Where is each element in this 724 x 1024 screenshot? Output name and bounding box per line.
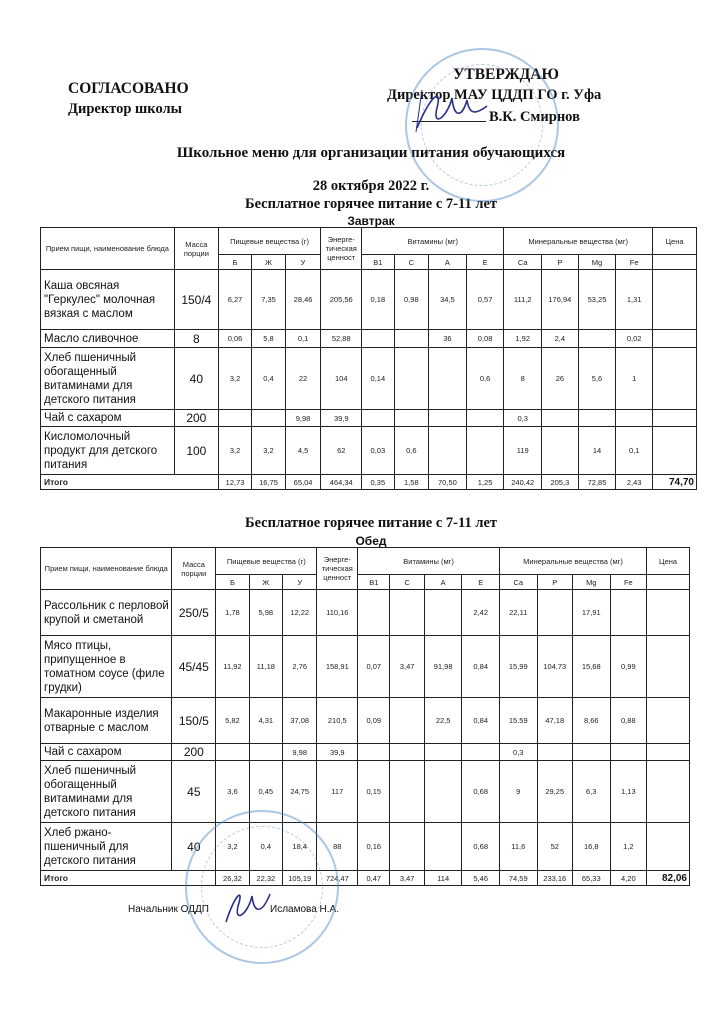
col-fe: Fe [616,255,653,270]
cell-c: 0,98 [394,270,429,330]
lunch-subtitle: Бесплатное горячее питание с 7-11 лет [244,515,498,531]
col-ca: Са [499,575,537,590]
total-ca: 240,42 [504,475,542,490]
cell-p: 26 [542,348,579,410]
col-b: Б [218,255,251,270]
cell-zh: 0,45 [249,761,282,823]
cell-zh: 7,35 [252,270,285,330]
cell-price [652,427,696,475]
cell-energy: 210,5 [317,698,358,744]
total-e: 1,25 [466,475,504,490]
cell-c [394,330,429,348]
cell-e: 0,68 [462,761,500,823]
cell-p: 52 [537,823,572,871]
cell-zh [249,744,282,761]
col-energy: Энерге-тическая ценност [321,228,362,270]
cell-price [647,636,690,698]
col-u: У [285,255,321,270]
dish-name: Макаронные изделия отварные с маслом [41,698,172,744]
breakfast-table [40,227,697,490]
cell-p: 2,4 [542,330,579,348]
cell-c [390,744,424,761]
col-b1: В1 [358,575,390,590]
cell-energy: 52,88 [321,330,362,348]
cell-price [652,348,696,410]
cell-mg: 15,68 [573,636,611,698]
cell-e: 2,42 [462,590,500,636]
portion-mass: 45 [172,761,216,823]
cell-e [462,744,500,761]
dish-name: Мясо птицы, припущенное в томатном соусе (филе грудки) [41,636,172,698]
cell-u: 4,5 [285,427,321,475]
total-mg: 72,85 [578,475,616,490]
cell-ca: 111,2 [504,270,542,330]
cell-mg: 6,3 [573,761,611,823]
total-fe: 4,20 [610,871,647,886]
total-label: Итого [41,871,216,886]
cell-b: 3,2 [218,348,251,410]
col-c: С [390,575,424,590]
cell-b1 [358,590,390,636]
cell-u: 2,76 [283,636,317,698]
document-title: Школьное меню для организации питания обучающихся [176,145,566,161]
cell-price [647,590,690,636]
col-fe: Fe [610,575,647,590]
cell-fe: 1,31 [616,270,653,330]
cell-p: 176,94 [542,270,579,330]
cell-u: 18,4 [283,823,317,871]
cell-a [429,410,467,427]
total-zh: 22,32 [249,871,282,886]
col-zh: Ж [249,575,282,590]
cell-mg: 5,6 [578,348,616,410]
portion-mass: 40 [174,348,218,410]
col-mg: Mg [578,255,616,270]
cell-b [216,744,249,761]
total-price: 82,06 [647,871,690,886]
col-e: Е [466,255,504,270]
table-row [41,427,697,475]
portion-mass: 150/5 [172,698,216,744]
lunch-rows [41,590,690,886]
cell-u: 9,98 [283,744,317,761]
cell-price [652,270,696,330]
signature-line [412,121,486,122]
footer-role: Начальник ОДДП [128,904,209,915]
cell-fe: 0,1 [616,427,653,475]
cell-energy: 62 [321,427,362,475]
col-e: Е [462,575,500,590]
col-mass: Масса порции [172,548,216,590]
cell-fe: 1,2 [610,823,647,871]
table-row [41,744,690,761]
table-row [41,698,690,744]
cell-price [647,823,690,871]
cell-fe: 0,02 [616,330,653,348]
cell-b: 3,6 [216,761,249,823]
total-mg: 65,33 [573,871,611,886]
cell-zh: 3,2 [252,427,285,475]
cell-a [424,590,462,636]
col-ca: Са [504,255,542,270]
total-energy: 464,34 [321,475,362,490]
cell-e: 0,08 [466,330,504,348]
table-row [41,330,697,348]
cell-u: 0,1 [285,330,321,348]
footer-name: Исламова Н.А. [270,904,340,915]
dish-name: Чай с сахаром [41,744,172,761]
portion-mass: 150/4 [174,270,218,330]
cell-b1: 0,03 [362,427,394,475]
cell-c [390,761,424,823]
total-c: 3,47 [390,871,424,886]
cell-price [652,330,696,348]
total-row [41,475,697,490]
cell-b: 5,82 [216,698,249,744]
dish-name: Хлеб ржано-пшеничный для детского питания [41,823,172,871]
table-row [41,761,690,823]
dish-name: Чай с сахаром [41,410,175,427]
dish-name: Рассольник с перловой крупой и сметаной [41,590,172,636]
total-a: 70,50 [429,475,467,490]
cell-energy: 88 [317,823,358,871]
total-a: 114 [424,871,462,886]
col-minerals: Минеральные вещества (мг) [504,228,653,255]
portion-mass: 100 [174,427,218,475]
cell-ca: 119 [504,427,542,475]
cell-b: 11,92 [216,636,249,698]
cell-c [394,348,429,410]
cell-ca: 15.59 [499,698,537,744]
cell-ca: 9 [499,761,537,823]
col-price-sub [647,575,690,590]
total-e: 5,46 [462,871,500,886]
cell-fe: 1 [616,348,653,410]
cell-fe [610,590,647,636]
col-b: Б [216,575,249,590]
dish-name: Хлеб пшеничный обогащенный витаминами для детского питания [41,348,175,410]
dish-name: Масло сливочное [41,330,175,348]
cell-c [390,590,424,636]
cell-mg: 17,91 [573,590,611,636]
cell-b: 3,2 [216,823,249,871]
cell-a [429,427,467,475]
col-minerals: Минеральные вещества (мг) [499,548,646,575]
cell-b1 [362,410,394,427]
cell-e: 0,68 [462,823,500,871]
cell-p [542,410,579,427]
cell-zh: 5,8 [252,330,285,348]
cell-zh: 5,98 [249,590,282,636]
col-vitamins: Витамины (мг) [358,548,500,575]
cell-mg: 53,25 [578,270,616,330]
table-row [41,410,697,427]
cell-b1: 0,16 [358,823,390,871]
total-energy: 724,47 [317,871,358,886]
total-b1: 0,47 [358,871,390,886]
cell-u: 9,98 [285,410,321,427]
cell-p [537,590,572,636]
total-p: 205,3 [542,475,579,490]
cell-b: 6,27 [218,270,251,330]
cell-u: 24,75 [283,761,317,823]
cell-ca: 11,6 [499,823,537,871]
cell-a: 34,5 [429,270,467,330]
cell-c [394,410,429,427]
approve-title: УТВЕРЖДАЮ [453,66,559,83]
total-ca: 74,59 [499,871,537,886]
col-price: Цена [652,228,696,255]
total-c: 1,58 [394,475,429,490]
cell-b: 1,78 [216,590,249,636]
portion-mass: 250/5 [172,590,216,636]
col-p: Р [542,255,579,270]
total-b: 26,32 [216,871,249,886]
table-row [41,636,690,698]
cell-zh: 0,4 [252,348,285,410]
cell-b1: 0,09 [358,698,390,744]
col-dish: Прием пищи, наименование блюда [41,548,172,590]
total-zh: 16,75 [252,475,285,490]
cell-c: 0,6 [394,427,429,475]
cell-ca: 0,3 [499,744,537,761]
total-b1: 0,35 [362,475,394,490]
cell-ca: 1,92 [504,330,542,348]
col-b1: В1 [362,255,394,270]
cell-fe [616,410,653,427]
cell-p [537,744,572,761]
col-mass: Масса порции [174,228,218,270]
cell-fe: 0,88 [610,698,647,744]
cell-zh [252,410,285,427]
cell-u: 12,22 [283,590,317,636]
col-mg: Mg [573,575,611,590]
cell-u: 37,08 [283,698,317,744]
cell-b1 [362,330,394,348]
agreed-role: Директор школы [68,101,182,117]
cell-u: 28,46 [285,270,321,330]
col-nutrients: Пищевые вещества (г) [216,548,317,575]
cell-p: 47,18 [537,698,572,744]
col-c: С [394,255,429,270]
col-nutrients: Пищевые вещества (г) [218,228,321,255]
cell-e: 0,57 [466,270,504,330]
cell-a: 91,98 [424,636,462,698]
cell-e [466,410,504,427]
total-b: 12,73 [218,475,251,490]
cell-e: 0,84 [462,698,500,744]
cell-e [466,427,504,475]
approve-name: В.К. Смирнов [489,109,580,125]
breakfast-subtitle: Бесплатное горячее питание с 7-11 лет [244,196,498,212]
cell-b: 3,2 [218,427,251,475]
dish-name: Кисломолочный продукт для детского питания [41,427,175,475]
cell-c [390,823,424,871]
total-row [41,871,690,886]
cell-fe: 0,99 [610,636,647,698]
total-u: 105,19 [283,871,317,886]
breakfast-rows [41,270,697,490]
cell-mg [578,410,616,427]
lunch-table [40,547,690,886]
breakfast-table-header [41,228,697,270]
cell-ca: 0,3 [504,410,542,427]
table-row [41,348,697,410]
cell-price [652,410,696,427]
cell-p [542,427,579,475]
cell-energy: 39,9 [317,744,358,761]
cell-ca: 15,99 [499,636,537,698]
cell-mg: 16,8 [573,823,611,871]
lunch-heading: Обед [355,534,387,548]
cell-b1 [358,744,390,761]
cell-mg: 8,66 [573,698,611,744]
lunch-table-header [41,548,690,590]
cell-mg: 14 [578,427,616,475]
cell-energy: 104 [321,348,362,410]
total-u: 65,04 [285,475,321,490]
cell-a [424,761,462,823]
cell-b1: 0,14 [362,348,394,410]
cell-mg [573,744,611,761]
cell-price [647,698,690,744]
cell-e: 0,84 [462,636,500,698]
cell-a [424,823,462,871]
col-price-sub [652,255,696,270]
table-row [41,270,697,330]
cell-price [647,761,690,823]
portion-mass: 8 [174,330,218,348]
cell-fe: 1,13 [610,761,647,823]
cell-zh: 0,4 [249,823,282,871]
dish-name: Каша овсяная "Геркулес" молочная вязкая с маслом [41,270,175,330]
dish-name: Хлеб пшеничный обогащенный витаминами для детского питания [41,761,172,823]
cell-p: 104,73 [537,636,572,698]
cell-mg [578,330,616,348]
signature-icon [218,888,278,928]
table-row [41,590,690,636]
cell-b1: 0,07 [358,636,390,698]
col-u: У [283,575,317,590]
cell-b [218,410,251,427]
cell-a: 36 [429,330,467,348]
cell-energy: 110,16 [317,590,358,636]
cell-zh: 11,18 [249,636,282,698]
col-p: Р [537,575,572,590]
document-date: 28 октября 2022 г. [312,178,430,194]
cell-a [424,744,462,761]
cell-a [429,348,467,410]
cell-energy: 117 [317,761,358,823]
cell-c [390,698,424,744]
cell-energy: 205,56 [321,270,362,330]
col-a: А [429,255,467,270]
col-dish: Прием пищи, наименование блюда [41,228,175,270]
cell-price [647,744,690,761]
cell-a: 22,5 [424,698,462,744]
cell-c: 3,47 [390,636,424,698]
table-row [41,823,690,871]
cell-b: 0,06 [218,330,251,348]
cell-energy: 158,91 [317,636,358,698]
cell-b1: 0,15 [358,761,390,823]
col-zh: Ж [252,255,285,270]
cell-fe [610,744,647,761]
cell-energy: 39,9 [321,410,362,427]
portion-mass: 40 [172,823,216,871]
approve-role: Директор МАУ ЦДДП ГО г. Уфа [387,87,602,103]
col-energy: Энерге-тическая ценност [317,548,358,590]
total-p: 233,16 [537,871,572,886]
breakfast-heading: Завтрак [347,214,395,228]
col-vitamins: Витамины (мг) [362,228,504,255]
col-a: А [424,575,462,590]
cell-ca: 8 [504,348,542,410]
cell-b1: 0,18 [362,270,394,330]
agreed-title: СОГЛАСОВАНО [68,80,189,97]
col-price: Цена [647,548,690,575]
cell-e: 0,6 [466,348,504,410]
cell-u: 22 [285,348,321,410]
total-fe: 2,43 [616,475,653,490]
cell-zh: 4,31 [249,698,282,744]
total-price: 74,70 [652,475,696,490]
portion-mass: 200 [172,744,216,761]
portion-mass: 45/45 [172,636,216,698]
total-label: Итого [41,475,219,490]
cell-ca: 22,11 [499,590,537,636]
portion-mass: 200 [174,410,218,427]
cell-p: 29,25 [537,761,572,823]
